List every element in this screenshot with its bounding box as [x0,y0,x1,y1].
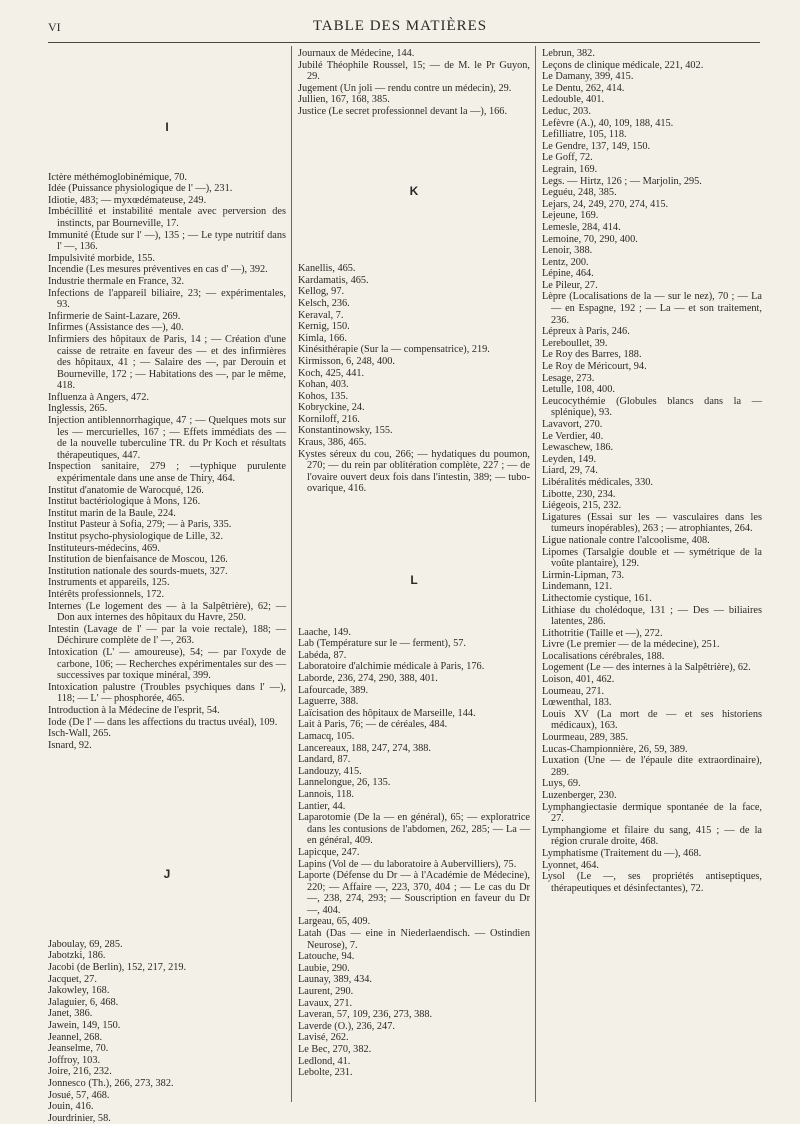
index-entry: Inglessis, 265. [48,403,108,415]
index-entry: Lapicque, 247. [298,846,360,858]
index-entry: Lannois, 118. [298,788,354,800]
index-entry: Josué, 57, 468. [48,1089,110,1101]
index-entry: Kelsch, 236. [298,297,350,309]
index-entry: Lavaux, 271. [298,997,353,1009]
index-entry: Lucas-Championnière, 26, 59, 389. [542,743,688,755]
index-entry: Lourmeau, 289, 385. [542,732,629,744]
index-entry: Largeau, 65, 409. [298,916,371,928]
index-entry: Lewaschew, 186. [542,442,614,454]
index-entry: Ledouble, 401. [542,94,605,106]
index-entry: Institut Pasteur à Sofia, 279; — à Paris, 335. [48,519,232,531]
index-entry: Lépine, 464. [542,268,594,280]
index-entry: Le Goff, 72. [542,152,593,164]
page-number: VI [48,20,61,34]
index-entry: Lavavort, 270. [542,419,603,430]
index-entry: Kirmisson, 6, 248, 400. [298,355,395,367]
index-entry: Konstantinowsky, 155. [298,425,393,437]
index-entry: Iode (De l' — dans les affections du tractus uvéal), 109. [48,716,278,728]
section-letter-k: K [409,183,419,198]
index-entry: Intoxication (L' — amoureuse), 54; — par l'oxyde de carbone, 106; — Recherches expérimentales sur des — successives par toxique minéral, 399. [48,646,286,682]
index-entry: Laguerre, 388. [298,696,359,708]
column-rule-right [535,46,536,1102]
index-entry: Le Damany, 399, 415. [542,71,634,83]
index-entry: Kardamatis, 465. [298,274,369,286]
index-entry: Latouche, 94. [298,951,355,963]
index-entry: Jalaguier, 6, 468. [48,996,119,1008]
index-entry: Legs. — Hirtz, 126 ; — Marjolin, 295. [542,175,702,187]
index-entry: Korniloff, 216. [298,413,360,425]
index-entry: Jabotzki, 186. [48,950,106,962]
index-entry: Luzenberger, 230. [542,790,617,801]
index-entry: Intoxication palustre (Troubles psychiques dans l' —), 118; — L' — phosphorée, 465. [48,681,286,705]
index-entry: Incendie (Les mesures préventives en cas d' —), 392. [48,264,268,276]
index-entry: Lœwenthal, 183. [542,697,612,709]
index-entry: Industrie thermale en France, 32. [48,275,185,287]
index-entry: Internes (Le logement des — à la Salpêtrière), 62; — Don aux internes des hôpitaux du Havre, 250. [48,600,286,624]
index-entry: Kohos, 135. [298,390,349,402]
index-entry: Lithotritie (Taille et —), 272. [542,627,663,639]
page-header [0,18,800,40]
index-entry: Ictère méthémoglobinémique, 70. [48,171,187,183]
index-entry: Lavisé, 262. [298,1032,349,1044]
index-entry: Jouin, 416. [48,1101,94,1113]
index-entry: Lait à Paris, 76; — de céréales, 484. [298,719,448,731]
index-entry: Joffroy, 103. [48,1054,101,1066]
index-entry: Idée (Puissance physiologique de l' —), 231. [48,183,233,195]
index-entry: Jeannel, 268. [48,1031,103,1043]
index-entry: Ligue nationale contre l'alcoolisme, 408. [542,534,710,546]
index-entry: Lapins (Vol de — du laboratoire à Aubervilliers), 75. [298,858,517,870]
index-entry: Laboratoire d'alchimie médicale à Paris, 176. [298,661,485,673]
index-entry: Jullien, 167, 168, 385. [298,94,390,106]
index-entry: Laubie, 290. [298,962,350,974]
index-entry: Lesage, 273. [542,372,595,384]
index-entry: Injection antiblennorrhagique, 47 ; — Quelques mots sur les — mercurielles, 167 ; — Effets immédiats des — de la nouvelle tuberculine TR. du Pr Koch et résultats thérapeutiques, 447. [48,415,286,461]
index-entry: Lymphatisme (Traitement du —), 468. [542,847,702,859]
index-entry: Institut bactériologique à Mons, 126. [48,496,201,508]
index-entry: Landard, 87. [298,754,351,766]
index-entry: Journaux de Médecine, 144. [298,48,415,59]
index-entry: Liégeois, 215, 232. [542,500,622,512]
entries-j [48,939,286,1124]
index-entry: Isnard, 92. [48,739,92,751]
index-entry: Infections de l'appareil biliaire, 23; — expérimentales, 93. [48,287,286,311]
index-entry: Lépreux à Paris, 246. [542,326,630,338]
index-entry: Institution de bienfaisance de Moscou, 126. [48,554,228,566]
index-entry: Latah (Das — eine in Niederlaendisch. — Ostindien Neurose), 7. [298,928,530,951]
entries-l [298,627,530,1079]
index-entry: Jakowley, 168. [48,985,110,997]
index-entry: Intestin (Lavage de l' — par la voie rectale), 188; — Déchirure complète de l' —, 263. [48,623,286,647]
index-entry: Logement (Le — des internes à la Salpêtrière), 62. [542,662,751,674]
index-entry: Kohan, 403. [298,379,349,391]
entries-k [298,263,530,495]
index-entry: Inspection sanitaire, 279 ; —typhique purulente expérimentale dans une anse de Thiry, 464. [48,461,286,485]
index-entry: Lindemann, 121. [542,581,613,593]
index-entry: Kystes séreux du cou, 266; — hydatiques du poumon, 270; — du rein par oblitération complète, 227 ; — de l'ovaire ouvert deux fois dans l'intestin, 389; — tubo-ovarique, 416. [298,448,530,495]
index-entry: Lemesle, 284, 414. [542,221,621,233]
index-entry: Keraval, 7. [298,309,344,321]
index-entry: Lipomes (Tarsalgie double et — symétrique de la voûte plantaire), 129. [542,546,762,570]
index-entry: Lereboullet, 39. [542,337,608,349]
index-entry: Lyonnet, 464. [542,859,599,871]
index-entry: Influenza à Angers, 472. [48,391,149,403]
index-entry: Justice (Le secret professionnel devant la —), 166. [298,105,508,117]
index-entry: Le Roy des Barres, 188. [542,349,642,361]
index-column-right [542,48,762,1098]
index-entry: Launay, 389, 434. [298,974,372,986]
index-entry: Laverde (O.), 236, 247. [298,1020,395,1032]
index-entry: Leyden, 149. [542,453,597,465]
index-entry: Laache, 149. [298,626,351,638]
index-entry: Lebrun, 382. [542,48,595,59]
index-entry: Impulsivité morbide, 155. [48,252,155,264]
index-entry: Luxation (Une — de l'épaule dite extraordinaire), 289. [542,755,762,778]
index-entry: Imbécillité et instabilité mentale avec perversion des instincts, par Bourneville, 17. [48,206,286,229]
index-entry: Lannelongue, 26, 135. [298,777,391,789]
index-entry: Koch, 425, 441. [298,367,365,379]
index-entry: Idiotie, 483; — myxœdémateuse, 249. [48,194,207,206]
index-entry: Lymphangiectasie dermique spontanée de la face, 27. [542,801,762,825]
index-entry: Ledlond, 41. [298,1055,351,1067]
section-letter-j: J [163,867,171,882]
index-entry: Laveran, 57, 109, 236, 273, 388. [298,1009,433,1021]
index-entry: Laparotomie (De la — en général), 65; — exploratrice dans les contusions de l'abdomen, 262, 285; — La — en général, 409. [298,812,530,847]
index-entry: Le Pileur, 27. [542,279,598,291]
index-entry: Libotte, 230, 234. [542,488,616,500]
index-entry: Liard, 29, 74. [542,465,598,477]
entries-j-continued [298,48,530,118]
index-entry: Landouzy, 415. [298,765,362,777]
index-entry: Louis XV (La mort de — et ses historiens médicaux), 163. [542,708,762,732]
index-entry: Kinésithérapie (Sur la — compensatrice), 219. [298,344,490,356]
index-entry: Loumeau, 271. [542,685,605,697]
column-rule-left [291,46,292,1102]
index-entry: Lejars, 24, 249, 270, 274, 415. [542,198,669,210]
index-entry: Jonnesco (Th.), 266, 273, 382. [48,1078,174,1089]
page-title: TABLE DES MATIÈRES [312,18,488,34]
index-entry: Leduc, 203. [542,105,591,117]
index-entry: Kraus, 386, 465. [298,437,367,449]
index-entry: Jacobi (de Berlin), 152, 217, 219. [48,962,187,974]
index-entry: Lab (Température sur le — ferment), 57. [298,638,466,650]
index-entry: Institut marin de la Baule, 224. [48,507,176,519]
index-entry: Localisations cérébrales, 188. [542,650,665,662]
index-entry: Infirmiers des hôpitaux de Paris, 14 ; — Création d'une caisse de retraite en faveur des — et des infirmières des hôpitaux, 41 ; — Salaire des —, par Derouin et Bourneville, 172 ; — Habitations des —, par le même, 418. [48,333,286,392]
index-entry: Institut psycho-physiologique de Lille, 32. [48,531,224,542]
index-entry: Lymphangiome et filaire du sang, 415 ; — de la région crurale droite, 468. [542,824,762,848]
index-entry: Kobryckine, 24. [298,402,365,414]
index-entry: Legrain, 169. [542,163,598,175]
index-entry: Jaboulay, 69, 285. [48,938,123,950]
index-entry: Jacquet, 27. [48,973,97,985]
index-entry: Immunité (Étude sur l' —), 135 ; — Le type nutritif dans l' —, 136. [48,229,286,253]
index-entry: Lefèvre (A.), 40, 109, 188, 415. [542,117,674,129]
index-entry: Isch-Wall, 265. [48,728,111,740]
index-entry: Instruments et appareils, 125. [48,577,170,589]
index-column-left [48,48,286,1124]
section-letter-l: L [410,573,418,588]
index-entry: Intérêts professionnels, 172. [48,588,165,600]
entries-l-continued [542,48,762,894]
index-column-middle [298,48,530,1098]
index-entry: Letulle, 108, 400. [542,384,615,396]
index-entry: Lebolte, 231. [298,1067,353,1079]
index-entry: Jawein, 149, 150. [48,1020,121,1032]
index-entry: Lefilliatre, 105, 118. [542,129,627,141]
index-entry: Le Verdier, 40. [542,430,604,442]
index-entry: Lithiase du cholédoque, 131 ; — Des — biliaires latentes, 286. [542,604,762,628]
index-entry: Infirmes (Assistance des —), 40. [48,322,184,334]
index-entry: Introduction à la Médecine de l'esprit, 54. [48,704,220,716]
index-entry: Infirmerie de Saint-Lazare, 269. [48,310,181,322]
index-entry: Laïcisation des hôpitaux de Marseille, 144. [298,707,476,719]
index-entry: Lentz, 200. [542,256,589,268]
index-entry: Jourdrinier, 58. [48,1112,111,1124]
index-entry: Lèpre (Localisations de la — sur le nez), 70 ; — La — en Espagne, 192 ; — La — et son traitement, 236. [542,291,762,326]
index-entry: Le Bec, 270, 382. [298,1044,372,1055]
index-entry: Kimla, 166. [298,332,347,344]
index-entry: Livre (Le premier — de la médecine), 251. [542,639,720,651]
section-letter-i: I [165,120,169,134]
index-entry: Lithectomie cystique, 161. [542,592,652,604]
index-entry: Lemoine, 70, 290, 400. [542,233,638,245]
index-entry: Lancereaux, 188, 247, 274, 388. [298,742,431,754]
index-entry: Institut d'anatomie de Warocqué, 126. [48,484,204,496]
index-entry: Loison, 401, 462. [542,674,615,686]
index-entry: Jeanselme, 70. [48,1043,109,1055]
index-entry: Laporte (Défense du Dr — à l'Académie de Médecine), 220; — Affaire —, 223, 370, 404 ; — Le cas du Dr —, 238, 274, 293; — Souscription en faveur du Dr —, 404. [298,870,530,916]
index-entry: Labéda, 87. [298,649,347,661]
index-entry: Kellog, 97. [298,286,345,298]
index-entry: Lamacq, 105. [298,730,355,742]
entries-i [48,172,286,752]
index-entry: Laborde, 236, 274, 290, 388, 401. [298,673,438,684]
index-entry: Leucocythémie (Globules blancs dans la — splénique), 93. [542,395,762,419]
index-entry: Laurent, 290. [298,986,354,998]
index-entry: Joire, 216, 232. [48,1066,112,1078]
index-entry: Le Roy de Méricourt, 94. [542,361,647,373]
index-entry: Leçons de clinique médicale, 221, 402. [542,59,704,71]
index-entry: Lafourcade, 389. [298,684,369,696]
index-entry: Leguéu, 248, 385. [542,187,617,199]
index-entry: Ligatures (Essai sur les — vasculaires dans les tumeurs inopérables), 263 ; — atrophiantes, 264. [542,511,762,535]
index-entry: Kernig, 150. [298,321,350,333]
index-entry: Jugement (Un joli — rendu contre un médecin), 29. [298,82,512,94]
index-entry: Lirmin-Lipman, 73. [542,569,625,581]
index-entry: Jubilé Théophile Roussel, 15; — de M. le Pr Guyon, 29. [298,59,530,83]
index-entry: Le Gendre, 137, 149, 150. [542,140,651,152]
index-entry: Lysol (Le —, ses propriétés antiseptiques, thérapeutiques et désinfectantes), 72. [542,871,762,894]
index-entry: Le Dentu, 262, 414. [542,82,625,94]
index-entry: Instituteurs-médecins, 469. [48,542,160,554]
index-entry: Lejeune, 169. [542,210,599,222]
index-entry: Libéralités médicales, 330. [542,476,653,488]
index-entry: Institution nationale des sourds-muets, 327. [48,565,228,577]
index-entry: Luys, 69. [542,778,581,790]
index-entry: Kanellis, 465. [298,263,356,275]
index-entry: Janet, 386. [48,1008,93,1020]
header-rule [48,42,760,43]
index-entry: Lantier, 44. [298,800,346,812]
index-entry: Lenoir, 388. [542,245,593,257]
